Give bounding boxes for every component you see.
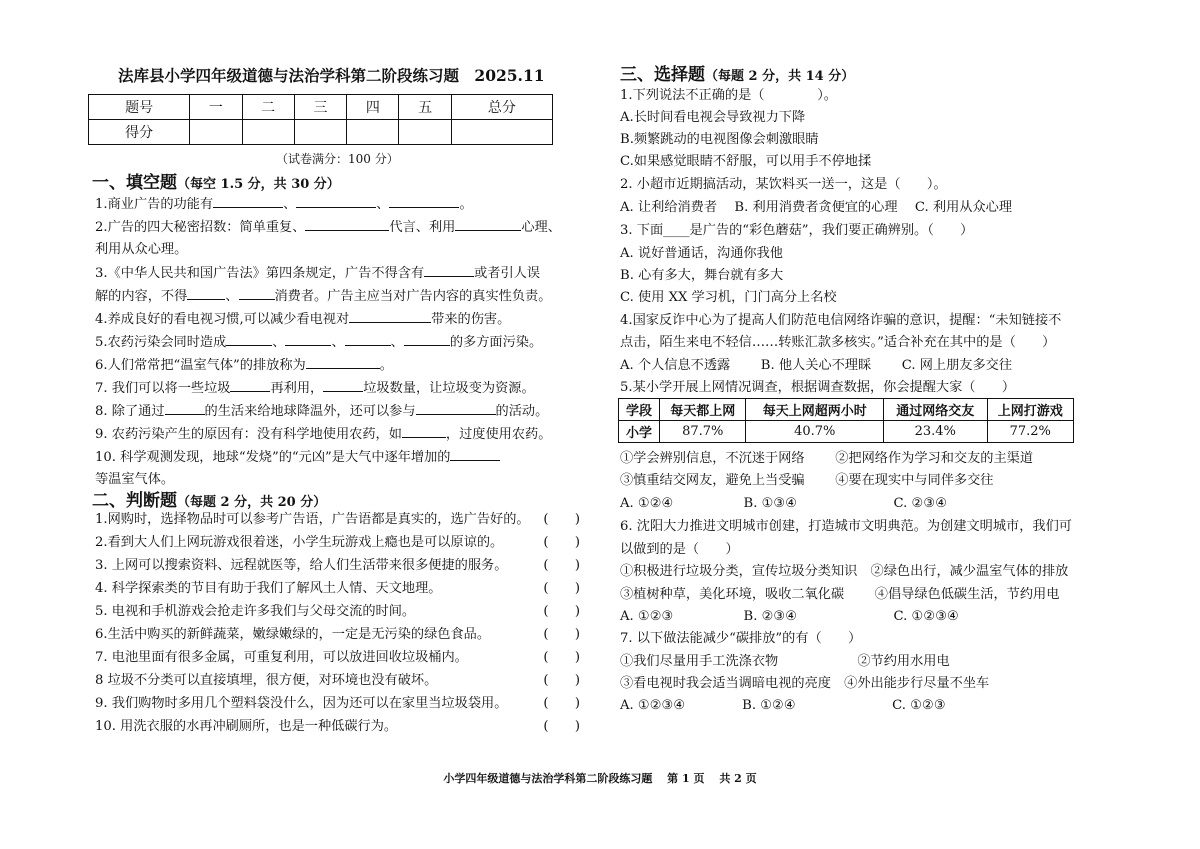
survey-header-cell: 学段 (619, 399, 660, 421)
fill-q2-text: 2.广告的四大秘密招数：简单重复、 (95, 220, 306, 235)
survey-header-cell: 通过网络交友 (884, 399, 988, 421)
survey-cell: 40.7% (746, 421, 884, 443)
survey-cell: 小学 (619, 421, 660, 443)
survey-header-cell: 每天都上网 (660, 399, 746, 421)
fill-q6 (95, 354, 393, 377)
score-header-cell: 四 (347, 95, 399, 120)
fill-q9-text-b: ，过度使用农药。 (445, 427, 552, 442)
sep: 、 (225, 289, 239, 304)
score-table-score-row (89, 120, 553, 145)
judge-item (95, 693, 580, 715)
fill-q5-text: 5.农药污染会同时造成 (95, 335, 227, 350)
survey-table (618, 398, 1074, 443)
fill-q10 (95, 446, 500, 469)
score-row-label: 得分 (89, 120, 190, 145)
choice-line: B. 心有多大，舞台就有多大 (620, 268, 784, 283)
answer-paren: ( ) (543, 627, 580, 642)
page-footer: 小学四年级道德与法治学科第二阶段练习题 第 1 页 共 2 页 (443, 772, 757, 785)
judge-item (95, 670, 580, 692)
sep: 、 (331, 335, 345, 350)
survey-data-row (619, 421, 1074, 443)
judge-item-text: 4. 科学探索类的节目有助于我们了解风土人情、天文地理。 (95, 581, 442, 596)
judge-item-text: 8 垃圾不分类可以直接填埋，很方便，对环境也没有破坏。 (95, 673, 438, 688)
blank (404, 331, 450, 346)
judge-item-text: 10. 用洗衣服的水再冲刷厕所，也是一种低碳行为。 (95, 719, 398, 734)
sep: 、 (376, 197, 390, 212)
judge-item-text: 7. 电池里面有很多金属，可重复利用，可以放进回收垃圾桶内。 (95, 650, 468, 665)
choice-line: ③慎重结交网友，避免上当受骗 ④要在现实中与同伴多交往 (620, 473, 994, 488)
sep: 、 (390, 335, 404, 350)
fill-q7-text-b: 再利用， (270, 381, 324, 396)
blank (416, 400, 496, 415)
blank (450, 446, 500, 461)
survey-cell: 23.4% (884, 421, 988, 443)
judge-item-text: 3. 上网可以搜索资料、远程就医等，给人们生活带来很多便捷的服务。 (95, 558, 508, 573)
judge-item (95, 509, 580, 531)
answer-paren: ( ) (543, 719, 580, 734)
fill-q10-text: 10. 科学观测发现，地球“发烧”的“元凶”是大气中逐年增加的 (95, 450, 451, 465)
score-header-cell: 一 (190, 95, 242, 120)
fill-q2-text-c: 心理、 (521, 220, 561, 235)
blank (389, 193, 459, 208)
fill-q2-text-b: 代言、利用 (389, 220, 456, 235)
judge-item (95, 716, 580, 738)
survey-cell: 87.7% (660, 421, 746, 443)
judge-item-text: 5. 电视和手机游戏会抢走许多我们与父母交流的时间。 (95, 604, 416, 619)
fill-q2 (95, 216, 561, 239)
sep: 、 (283, 197, 297, 212)
judge-item-text: 2.看到大人们上网玩游戏很着迷，小学生玩游戏上瘾也是可以原谅的。 (95, 535, 504, 550)
judge-item (95, 647, 580, 669)
fill-q1-text: 1.商业广告的功能有 (95, 197, 214, 212)
judge-item-text: 1.网购时，选择物品时可以参考广告语，广告语都是真实的，选广告好的。 (95, 512, 530, 527)
score-cell (294, 120, 346, 145)
fill-q3-cont (95, 285, 551, 308)
full-mark-note: （试卷满分：100 分） (276, 152, 399, 166)
choice-line: A.长时间看电视会导致视力下降 (620, 110, 806, 125)
score-header-cell: 五 (399, 95, 451, 120)
judge-item (95, 624, 580, 646)
fill-q7 (95, 377, 535, 400)
fill-q3-text-c: 解的内容，不得 (95, 289, 188, 304)
title-date: 2025.11 (474, 66, 545, 85)
choice-line: 2. 小超市近期搞活动，某饮料买一送一，这是（ ）。 (620, 177, 947, 192)
section3-note: （每题 2 分，共 14 分） (705, 69, 855, 84)
survey-header-cell: 上网打游戏 (987, 399, 1073, 421)
choice-line: 4.国家反诈中心为了提高人们防范电信网络诈骗的意识，提醒：“未知链接不 (620, 313, 1062, 328)
choice-line: 3. 下面____是广告的“彩色蘑菇”，我们要正确辨别。（ ） (620, 223, 974, 238)
section3-title: 三、选择题 (620, 65, 705, 85)
blank (165, 400, 205, 415)
choice-line: C.如果感觉眼睛不舒服，可以用手不停地揉 (620, 154, 872, 169)
blank (296, 193, 376, 208)
choice-line: A. 说好普通话，沟通你我他 (620, 246, 783, 261)
choice-line: A. 让利给消费者 B. 利用消费者贪便宜的心理 C. 利用从众心理 (620, 200, 1013, 215)
blank (323, 377, 363, 392)
blank (305, 216, 389, 231)
judge-item (95, 532, 580, 554)
blank (345, 331, 391, 346)
fill-q4-text: 4.养成良好的看电视习惯,可以减少看电视对 (95, 312, 350, 327)
section1-heading (92, 168, 340, 193)
score-cell (451, 120, 552, 145)
period: 。 (459, 197, 473, 212)
period: 。 (379, 358, 393, 373)
fill-q3 (95, 262, 540, 285)
fill-q3-text-d: 消费者。广告主应当对广告内容的真实性负责。 (274, 289, 552, 304)
answer-paren: ( ) (543, 650, 580, 665)
choice-line: 点击，陌生来电不轻信……转账汇款多核实。”适合补充在其中的是（ ） (620, 335, 1056, 350)
fill-q9-text: 9. 农药污染产生的原因有：没有科学地使用农药，如 (95, 427, 402, 442)
score-header-cell: 三 (294, 95, 346, 120)
blank (213, 193, 283, 208)
section2-title: 二、判断题 (92, 491, 177, 511)
choice-line: B.频繁跳动的电视图像会刺激眼睛 (620, 132, 819, 147)
section3-heading (620, 60, 854, 85)
judge-item (95, 555, 580, 577)
choice-line: 6. 沈阳大力推进文明城市创建，打造城市文明典范。为创建文明城市，我们可 (620, 519, 1072, 534)
fill-q7-text: 7. 我们可以将一些垃圾 (95, 381, 231, 396)
fill-q10-cont: 等温室气体。 (95, 472, 175, 487)
blank (455, 216, 521, 231)
judge-item-text: 6.生活中购买的新鲜蔬菜，嫩绿嫩绿的，一定是无污染的绿色食品。 (95, 627, 491, 642)
answer-paren: ( ) (543, 558, 580, 573)
fill-q4 (95, 308, 510, 331)
answer-paren: ( ) (543, 512, 580, 527)
blank (226, 331, 272, 346)
score-header-cell: 题号 (89, 95, 190, 120)
survey-header-row (619, 399, 1074, 421)
fill-q8 (95, 400, 548, 423)
survey-cell: 77.2% (987, 421, 1073, 443)
score-header-cell: 二 (242, 95, 294, 120)
answer-paren: ( ) (543, 696, 580, 711)
choice-line: A. 个人信息不透露 B. 他人关心不理睬 C. 网上朋友多交往 (620, 358, 1013, 373)
choice-line: 1.下列说法不正确的是（ ）。 (620, 88, 837, 103)
fill-q8-text-b: 的生活来给地球降温外，还可以参与 (204, 404, 416, 419)
choice-line: ①学会辨别信息，不沉迷于网络 ②把网络作为学习和交友的主渠道 (620, 451, 1034, 466)
document-title (118, 64, 588, 86)
judge-item-text: 9. 我们购物时多用几个塑料袋没什么，因为还可以在家里当垃圾袋用。 (95, 696, 508, 711)
score-cell (347, 120, 399, 145)
survey-header-cell: 每天上网超两小时 (746, 399, 884, 421)
section1-title: 一、填空题 (92, 173, 177, 193)
fill-q9 (95, 423, 551, 446)
choice-line: A. ①②③④ B. ①②④ C. ①②③ (620, 698, 946, 713)
choice-line: 以做到的是（ ） (620, 542, 739, 557)
fill-q8-text-c: 的活动。 (495, 404, 549, 419)
score-cell (399, 120, 451, 145)
blank (239, 285, 275, 300)
choice-line: ①我们尽量用手工洗涤衣物 ②节约用水用电 (620, 654, 950, 669)
fill-q3-text: 3.《中华人民共和国广告法》第四条规定，广告不得含有 (95, 266, 425, 281)
score-cell (190, 120, 242, 145)
section1-note: （每空 1.5 分，共 30 分） (177, 177, 340, 192)
answer-paren: ( ) (543, 535, 580, 550)
choice-line: 5.某小学开展上网情况调查，根据调查数据，你会提醒大家（ ） (620, 380, 1016, 395)
blank (306, 354, 380, 369)
choice-line: A. ①②③ B. ②③④ C. ①②③④ (620, 609, 959, 624)
blank (424, 262, 474, 277)
fill-q5 (95, 331, 542, 354)
section2-heading (92, 486, 326, 511)
score-header-cell: 总分 (451, 95, 552, 120)
fill-q2-cont: 利用从众心理。 (95, 242, 188, 257)
score-table-header-row (89, 95, 553, 120)
answer-paren: ( ) (543, 581, 580, 596)
answer-paren: ( ) (543, 604, 580, 619)
choice-line: C. 使用 XX 学习机，门门高分上名校 (620, 290, 837, 305)
blank (402, 423, 446, 438)
choice-line: ①积极进行垃圾分类，宣传垃圾分类知识 ②绿色出行，减少温室气体的排放 (620, 564, 1069, 579)
choice-line: ③看电视时我会适当调暗电视的亮度 ④外出能步行尽量不坐车 (620, 676, 990, 691)
blank (285, 331, 331, 346)
title-text: 法库县小学四年级道德与法治学科第二阶段练习题 (118, 66, 460, 85)
fill-q5-text-b: 的多方面污染。 (449, 335, 543, 350)
fill-q8-text: 8. 除了通过 (95, 404, 165, 419)
blank (187, 285, 225, 300)
blank (349, 308, 431, 323)
fill-q6-text: 6.人们常常把“温室气体”的排放称为 (95, 358, 306, 373)
fill-q4-text-b: 带来的伤害。 (431, 312, 511, 327)
judge-item (95, 578, 580, 600)
sep: 、 (272, 335, 286, 350)
judge-item (95, 601, 580, 623)
choice-line: ③植树种草，美化环境，吸收二氧化碳 ④倡导绿色低碳生活，节约用电 (620, 587, 1060, 602)
section2-note: （每题 2 分，共 20 分） (177, 495, 327, 510)
fill-q7-text-c: 垃圾数量，让垃圾变为资源。 (363, 381, 535, 396)
fill-q1 (95, 193, 473, 216)
blank (230, 377, 270, 392)
choice-line: 7. 以下做法能减少“碳排放”的有（ ） (620, 631, 862, 646)
score-table (88, 94, 553, 145)
choice-line: A. ①②④ B. ①③④ C. ②③④ (620, 496, 948, 511)
score-cell (242, 120, 294, 145)
answer-paren: ( ) (543, 673, 580, 688)
fill-q3-text-b: 或者引人误 (474, 266, 541, 281)
